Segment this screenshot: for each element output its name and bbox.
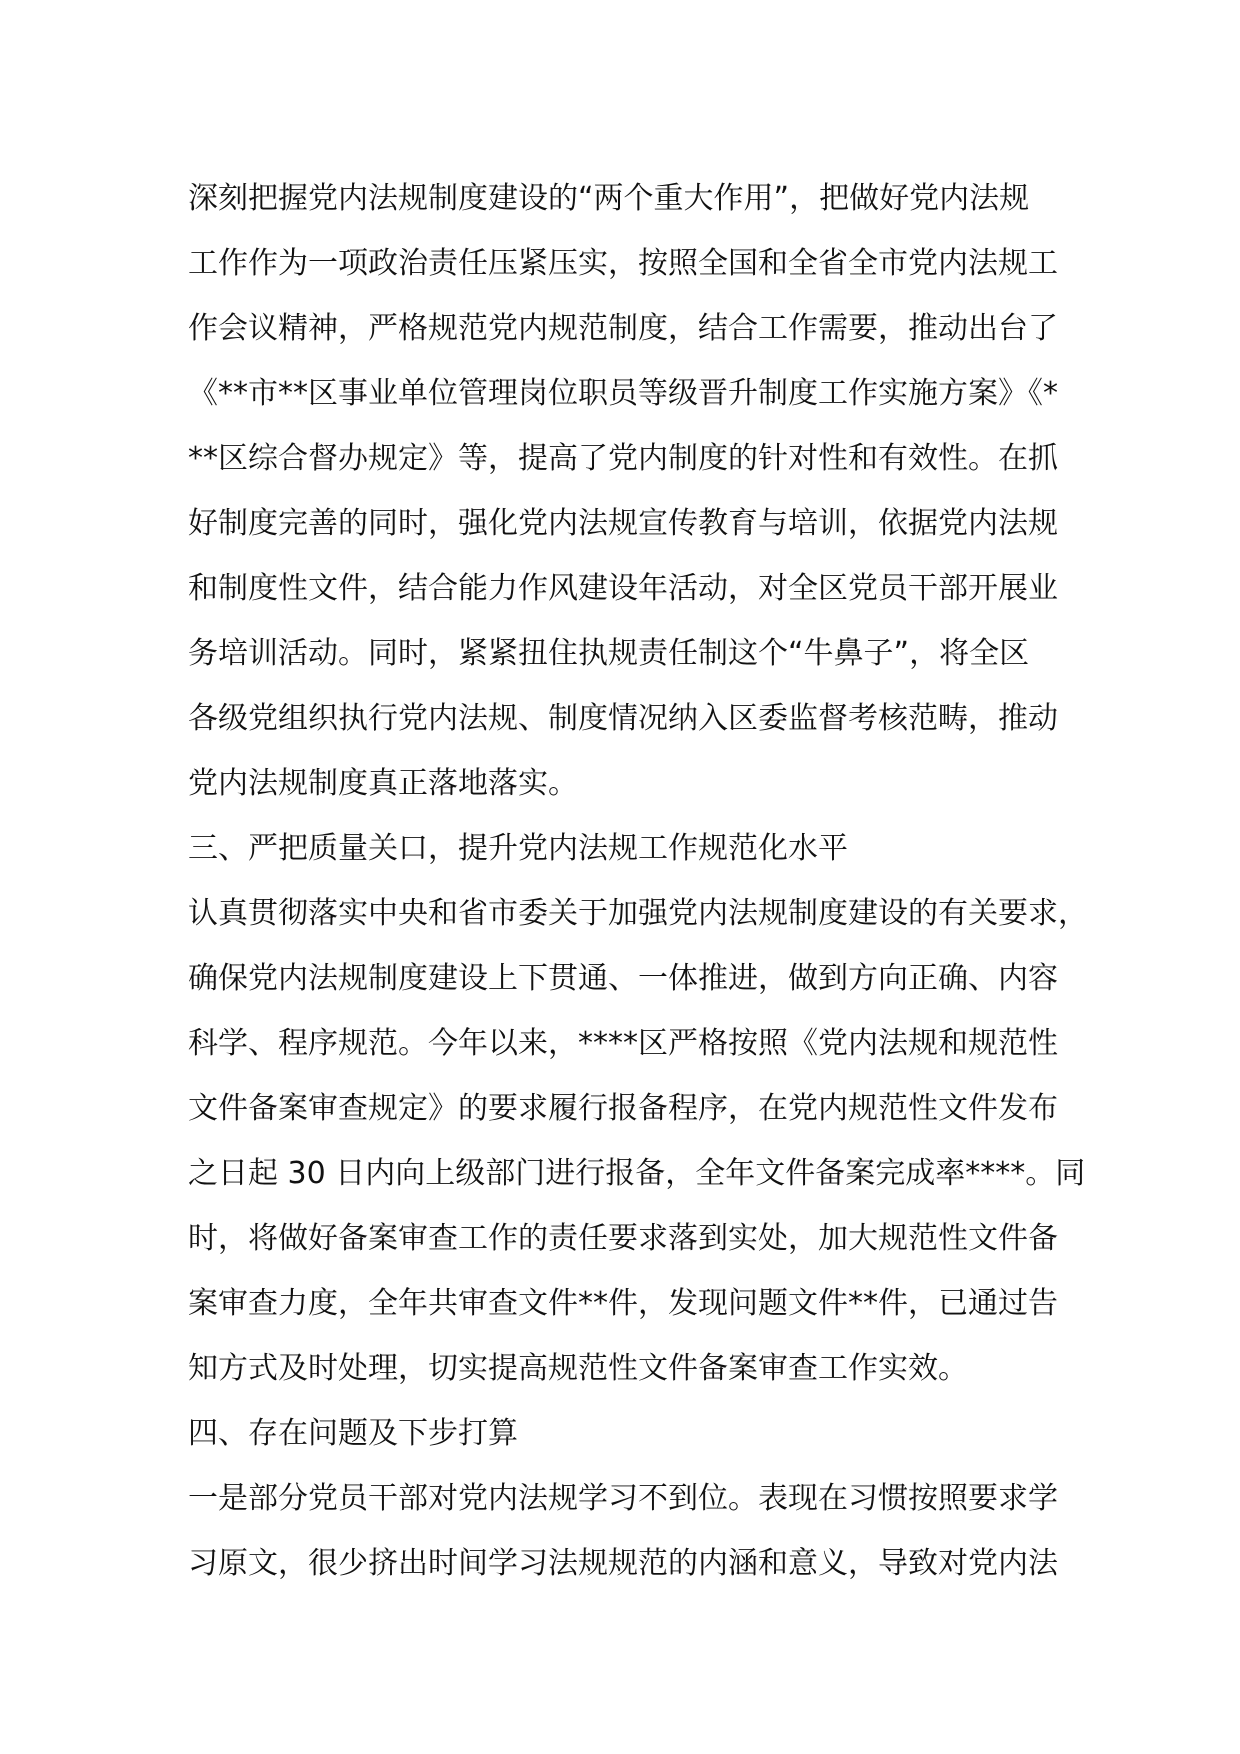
text-line: 文件备案审查规定》的要求履行报备程序，在党内规范性文件发布	[188, 1091, 1058, 1126]
text-line: 时，将做好备案审查工作的责任要求落到实处，加大规范性文件备	[188, 1221, 1058, 1256]
text-line: 确保党内法规制度建设上下贯通、一体推进，做到方向正确、内容	[188, 961, 1058, 996]
text-line: 案审查力度，全年共审查文件**件，发现问题文件**件，已通过告	[188, 1286, 1058, 1321]
text-line: 和制度性文件，结合能力作风建设年活动，对全区党员干部开展业	[188, 571, 1058, 606]
text-line: **区综合督办规定》等，提高了党内制度的针对性和有效性。在抓	[188, 441, 1058, 476]
section-heading: 四、存在问题及下步打算	[188, 1416, 518, 1451]
text-line: 认真贯彻落实中央和省市委关于加强党内法规制度建设的有关要求，	[188, 896, 1088, 931]
text-line: 《**市**区事业单位管理岗位职员等级晋升制度工作实施方案》《*	[188, 376, 1058, 411]
text-line: 好制度完善的同时，强化党内法规宣传教育与培训，依据党内法规	[188, 506, 1058, 541]
text-line: 一是部分党员干部对党内法规学习不到位。表现在习惯按照要求学	[188, 1481, 1058, 1516]
text-line: 作会议精神，严格规范党内规范制度，结合工作需要，推动出台了	[188, 311, 1058, 346]
section-heading: 三、严把质量关口，提升党内法规工作规范化水平	[188, 831, 848, 866]
text-line: 深刻把握党内法规制度建设的“两个重大作用”，把做好党内法规	[188, 181, 1030, 216]
text-line: 科学、程序规范。今年以来，****区严格按照《党内法规和规范性	[188, 1026, 1058, 1061]
text-line: 工作作为一项政治责任压紧压实，按照全国和全省全市党内法规工	[188, 246, 1058, 281]
text-line: 务培训活动。同时，紧紧扭住执规责任制这个“牛鼻子”，将全区	[188, 636, 1030, 671]
text-line: 知方式及时处理，切实提高规范性文件备案审查工作实效。	[188, 1351, 968, 1386]
text-line: 之日起 30 日内向上级部门进行报备，全年文件备案完成率****。同	[188, 1156, 1086, 1191]
text-line: 党内法规制度真正落地落实。	[188, 766, 578, 801]
text-line: 各级党组织执行党内法规、制度情况纳入区委监督考核范畴，推动	[188, 701, 1058, 736]
document-body	[188, 166, 1088, 1596]
text-line: 习原文，很少挤出时间学习法规规范的内涵和意义，导致对党内法	[188, 1546, 1058, 1581]
